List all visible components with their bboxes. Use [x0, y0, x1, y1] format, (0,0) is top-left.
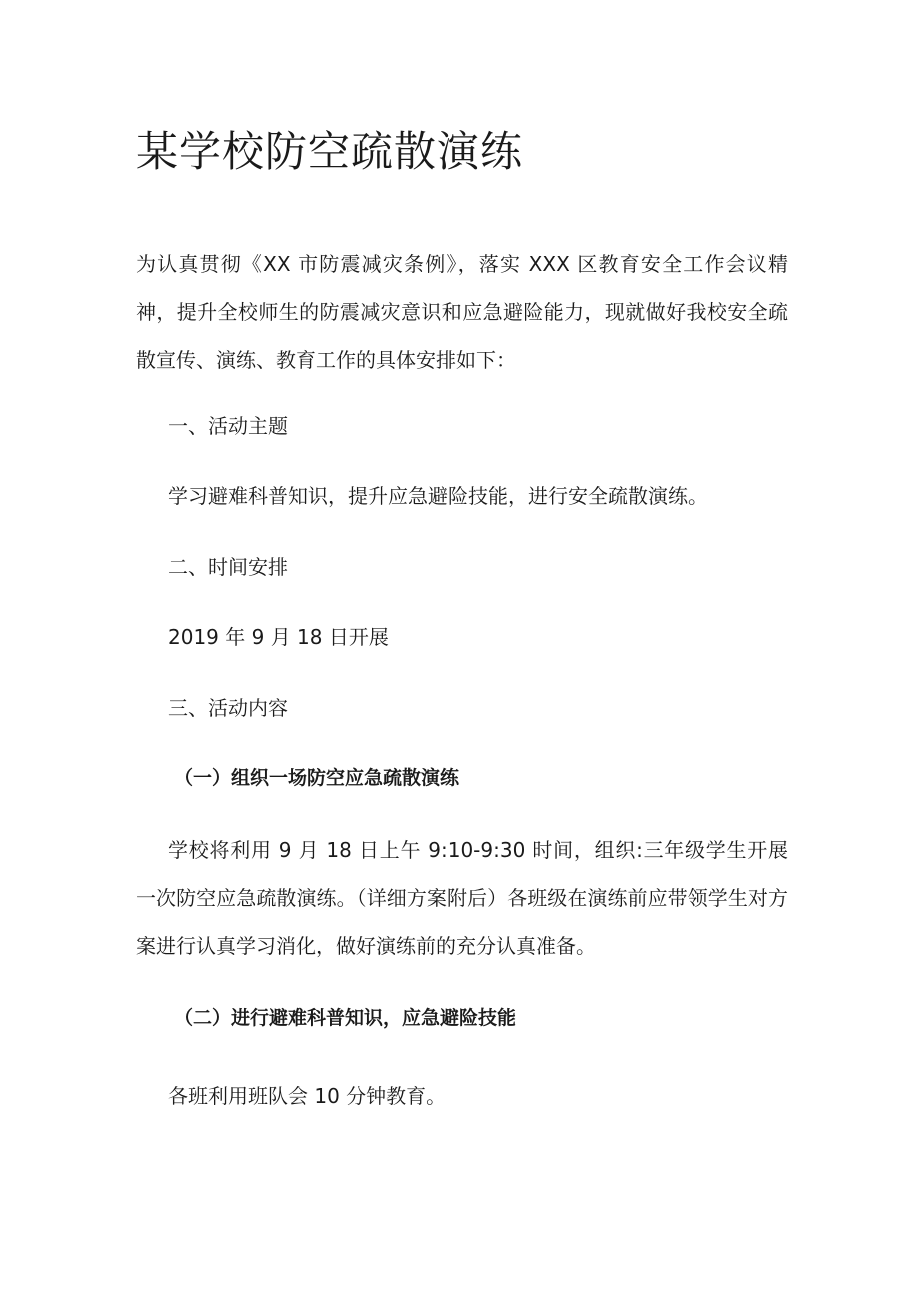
section-heading-content: 三、活动内容	[168, 696, 288, 720]
subsection-text-drill: 学校将利用 9 月 18 日上午 9:10-9:30 时间，组织:三年级学生开展一次防空应急疏散演练。（详细方案附后）各班级在演练前应带领学生对方案进行认真学习消化，做好演练前的充分认真准备。	[136, 838, 788, 958]
subsection-heading-knowledge: （二）进行避难科普知识，应急避险技能	[174, 1007, 517, 1029]
section-text-theme: 学习避难科普知识，提升应急避险技能，进行安全疏散演练。	[168, 484, 708, 508]
section-heading-schedule: 二、时间安排	[168, 555, 288, 579]
section-heading-theme: 一、活动主题	[168, 414, 288, 438]
document-title: 某学校防空疏散演练	[136, 127, 524, 176]
intro-paragraph: 为认真贯彻《XX 市防震减灾条例》，落实 XXX 区教育安全工作会议精神，提升全校师生的防震减灾意识和应急避险能力，现就做好我校安全疏散宣传、演练、教育工作的具体安排如下：	[136, 252, 788, 372]
subsection-text-knowledge: 各班利用班队会 10 分钟教育。	[168, 1084, 447, 1108]
section-text-schedule: 2019 年 9 月 18 日开展	[168, 625, 389, 649]
subsection-heading-drill: （一）组织一场防空应急疏散演练	[174, 767, 460, 789]
